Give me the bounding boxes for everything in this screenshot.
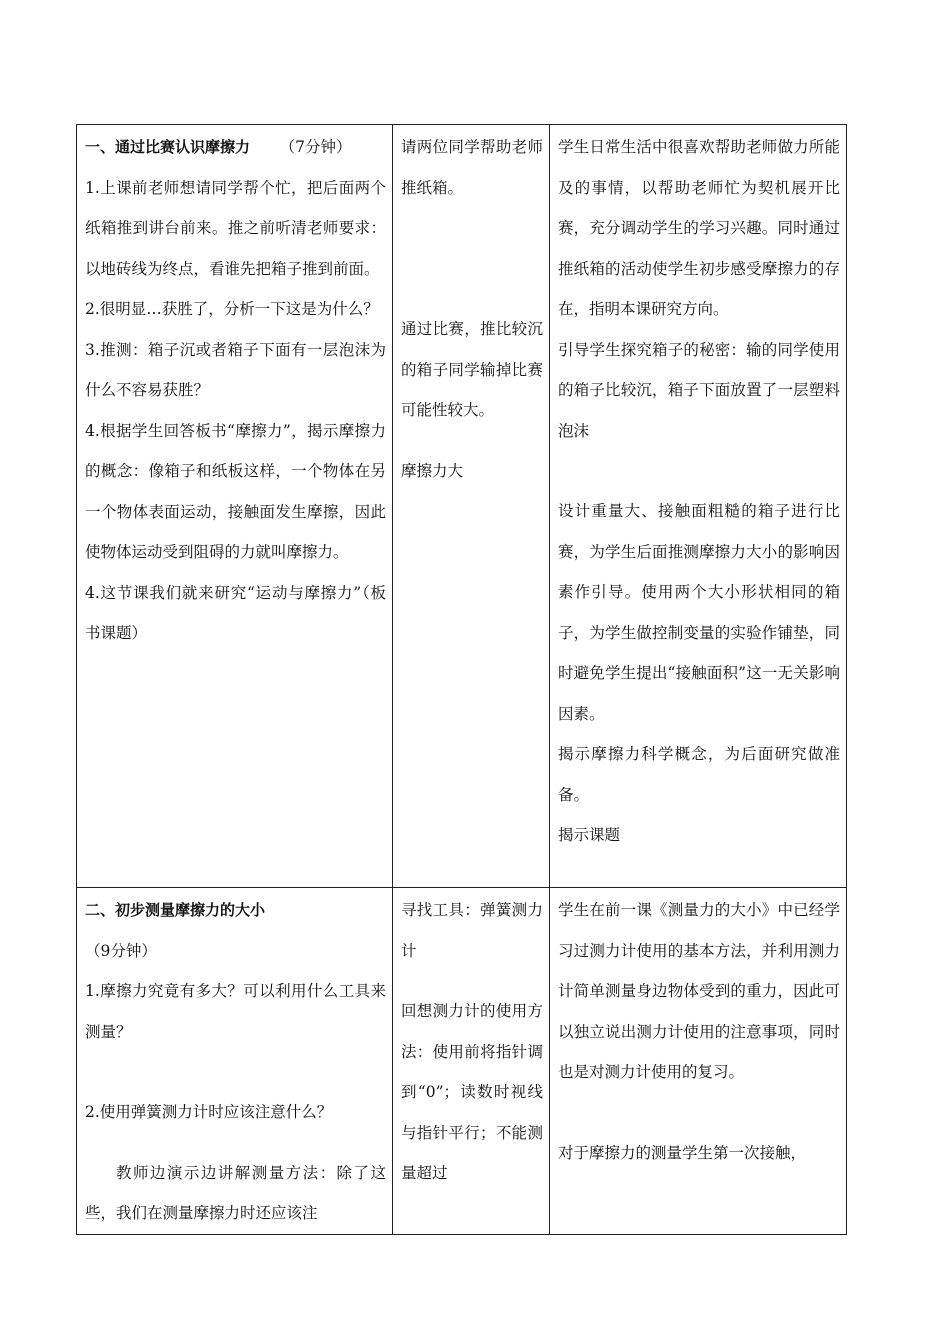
teaching-process-cell	[77, 125, 393, 888]
paragraph: 对于摩擦力的测量学生第一次接触，	[558, 1143, 807, 1162]
paragraph: 揭示摩擦力科学概念，为后面研究做准备。	[558, 745, 840, 804]
student-activity-cell	[393, 888, 550, 1235]
paragraph: 学生日常生活中很喜欢帮助老师做力所能及的事情，以帮助老师忙为契机展开比赛，充分调动学生的学习兴趣。同时通过推纸箱的活动使学生初步感受摩擦力的存在，指明本课研究方向。	[558, 138, 840, 318]
paragraph: 通过比赛，推比较沉的箱子同学输掉比赛可能性较大。	[401, 320, 543, 419]
paragraph: 揭示课题	[558, 826, 621, 844]
paragraph: 请两位同学帮助老师推纸箱。	[401, 138, 543, 197]
paragraph: 教师边演示边讲解测量方法：除了这些，我们在测量摩擦力时还应该注	[85, 1163, 386, 1222]
paragraph: 2.使用弹簧测力计时应该注意什么？	[85, 1103, 333, 1121]
section-duration: （9分钟）	[85, 941, 157, 960]
paragraph: 回想测力计的使用方法：使用前将指针调到“0”；读数时视线与指针平行；不能测量超过	[401, 1002, 543, 1182]
paragraph: 摩擦力大	[401, 461, 464, 480]
paragraph: 3.推测：箱子沉或者箱子下面有一层泡沫为什么不容易获胜？	[85, 340, 386, 399]
paragraph: 4.这节课我们就来研究“运动与摩擦力”（板书课题）	[85, 583, 386, 642]
paragraph: 2.很明显…获胜了，分析一下这是为什么？	[85, 300, 379, 318]
paragraph: 1.上课前老师想请同学帮个忙，把后面两个纸箱推到讲台前来。推之前听清老师要求：以地砖线为终点，看谁先把箱子推到前面。	[85, 178, 386, 278]
section-duration: （7分钟）	[279, 138, 352, 156]
paragraph: 学生在前一课《测量力的大小》中已经学习过测力计使用的基本方法，并利用测力计简单测量身边物体受到的重力，因此可以独立说出测力计使用的注意事项，同时也是对测力计使用的复习。	[558, 901, 840, 1081]
paragraph: 4.根据学生回答板书“摩擦力”，揭示摩擦力的概念：像箱子和纸板这样，一个物体在另一个物体表面运动，接触面发生摩擦，因此使物体运动受到阻碍的力就叫摩擦力。	[85, 421, 386, 561]
lesson-plan-table	[76, 124, 847, 1235]
table-row	[77, 125, 847, 888]
section-heading: 一、通过比赛认识摩擦力 （7分钟）	[85, 138, 352, 156]
paragraph: 引导学生探究箱子的秘密：输的同学使用的箱子比较沉，箱子下面放置了一层塑料泡沫	[558, 340, 840, 440]
table-row	[77, 888, 847, 1235]
design-intent-cell	[550, 888, 847, 1235]
design-intent-cell	[550, 125, 847, 888]
paragraph: 1.摩擦力究竟有多大？可以利用什么工具来测量？	[85, 982, 386, 1041]
section-heading: 二、初步测量摩擦力的大小	[85, 901, 266, 919]
teaching-process-cell	[77, 888, 393, 1235]
paragraph: 寻找工具：弹簧测力计	[401, 901, 543, 960]
student-activity-cell	[393, 125, 550, 888]
paragraph: 设计重量大、接触面粗糙的箱子进行比赛，为学生后面推测摩擦力大小的影响因素作引导。使用两个大小形状相同的箱子，为学生做控制变量的实验作铺垫，同时避免学生提出“接触面积”这一无关影响因素。	[558, 502, 840, 723]
